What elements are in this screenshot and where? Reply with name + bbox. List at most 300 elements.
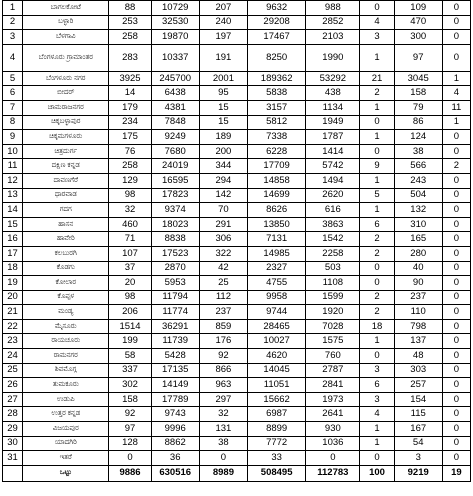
total-value: 9886 bbox=[109, 465, 151, 481]
value-cell: 112 bbox=[199, 290, 247, 305]
row-number: 26 bbox=[3, 378, 23, 393]
district-name: ಶಿವಮೊಗ್ಗ bbox=[23, 363, 109, 378]
value-cell: 191 bbox=[199, 44, 247, 71]
value-cell: 137 bbox=[394, 334, 442, 349]
value-cell: 0 bbox=[360, 115, 394, 130]
total-row bbox=[3, 465, 471, 481]
value-cell: 90 bbox=[394, 276, 442, 291]
value-cell: 0 bbox=[306, 451, 360, 466]
row-number: 1 bbox=[3, 1, 23, 16]
table-row bbox=[3, 86, 471, 101]
value-cell: 71 bbox=[109, 232, 151, 247]
value-cell: 5953 bbox=[151, 276, 199, 291]
row-number: 22 bbox=[3, 319, 23, 334]
value-cell: 76 bbox=[109, 144, 151, 159]
table-row bbox=[3, 30, 471, 45]
value-cell: 6 bbox=[360, 217, 394, 232]
table-row bbox=[3, 71, 471, 86]
value-cell: 5 bbox=[360, 188, 394, 203]
district-name: ದಾವಣಗೆರೆ bbox=[23, 173, 109, 188]
value-cell: 8838 bbox=[151, 232, 199, 247]
value-cell: 6438 bbox=[151, 86, 199, 101]
value-cell: 92 bbox=[109, 407, 151, 422]
row-number: 29 bbox=[3, 422, 23, 437]
value-cell: 1542 bbox=[306, 232, 360, 247]
value-cell: 14045 bbox=[248, 363, 306, 378]
value-cell: 142 bbox=[199, 188, 247, 203]
value-cell: 98 bbox=[109, 290, 151, 305]
value-cell: 1949 bbox=[306, 115, 360, 130]
value-cell: 2258 bbox=[306, 246, 360, 261]
table-row bbox=[3, 100, 471, 115]
value-cell: 5742 bbox=[306, 159, 360, 174]
value-cell: 28465 bbox=[248, 319, 306, 334]
value-cell: 2 bbox=[360, 246, 394, 261]
table-row bbox=[3, 334, 471, 349]
value-cell: 1 bbox=[360, 100, 394, 115]
value-cell: 9996 bbox=[151, 422, 199, 437]
value-cell: 0 bbox=[442, 173, 470, 188]
table-row bbox=[3, 246, 471, 261]
district-name: ವಿಜಯಪುರ bbox=[23, 422, 109, 437]
value-cell: 1 bbox=[360, 130, 394, 145]
value-cell: 566 bbox=[394, 159, 442, 174]
value-cell: 48 bbox=[394, 349, 442, 364]
value-cell: 0 bbox=[442, 15, 470, 30]
table-row bbox=[3, 363, 471, 378]
value-cell: 38 bbox=[199, 436, 247, 451]
value-cell: 0 bbox=[442, 261, 470, 276]
value-cell: 37 bbox=[109, 261, 151, 276]
value-cell: 2 bbox=[442, 159, 470, 174]
value-cell: 128 bbox=[109, 436, 151, 451]
value-cell: 11051 bbox=[248, 378, 306, 393]
value-cell: 0 bbox=[442, 363, 470, 378]
value-cell: 0 bbox=[442, 422, 470, 437]
value-cell: 2787 bbox=[306, 363, 360, 378]
value-cell: 4620 bbox=[248, 349, 306, 364]
value-cell: 310 bbox=[394, 217, 442, 232]
value-cell: 1 bbox=[360, 173, 394, 188]
value-cell: 18023 bbox=[151, 217, 199, 232]
value-cell: 0 bbox=[442, 334, 470, 349]
value-cell: 237 bbox=[199, 305, 247, 320]
row-number: 27 bbox=[3, 392, 23, 407]
row-number: 30 bbox=[3, 436, 23, 451]
value-cell: 19870 bbox=[151, 30, 199, 45]
value-cell: 291 bbox=[199, 217, 247, 232]
value-cell: 1 bbox=[442, 115, 470, 130]
value-cell: 5838 bbox=[248, 86, 306, 101]
value-cell: 1575 bbox=[306, 334, 360, 349]
district-name: ಚಿಕ್ಕಬಳ್ಳಾಪುರ bbox=[23, 115, 109, 130]
district-name: ಬೆಳಗಾವಿ bbox=[23, 30, 109, 45]
table-row bbox=[3, 261, 471, 276]
value-cell: 17789 bbox=[151, 392, 199, 407]
value-cell: 0 bbox=[442, 407, 470, 422]
row-number: 14 bbox=[3, 203, 23, 218]
district-name: ಬಳ್ಳಾರಿ bbox=[23, 15, 109, 30]
value-cell: 115 bbox=[394, 407, 442, 422]
value-cell: 14 bbox=[109, 86, 151, 101]
value-cell: 0 bbox=[360, 451, 394, 466]
value-cell: 1514 bbox=[109, 319, 151, 334]
table-row bbox=[3, 407, 471, 422]
value-cell: 15662 bbox=[248, 392, 306, 407]
value-cell: 36 bbox=[151, 451, 199, 466]
value-cell: 9744 bbox=[248, 305, 306, 320]
district-name: ಕೊಪ್ಪಳ bbox=[23, 290, 109, 305]
value-cell: 79 bbox=[394, 100, 442, 115]
value-cell: 2 bbox=[360, 232, 394, 247]
value-cell: 10337 bbox=[151, 44, 199, 71]
value-cell: 0 bbox=[442, 305, 470, 320]
value-cell: 8862 bbox=[151, 436, 199, 451]
value-cell: 1920 bbox=[306, 305, 360, 320]
value-cell: 234 bbox=[109, 115, 151, 130]
value-cell: 866 bbox=[199, 363, 247, 378]
district-name: ಬೆಂಗಳೂರು ಗ್ರಾಮಾಂತರ bbox=[23, 44, 109, 71]
value-cell: 6 bbox=[360, 378, 394, 393]
value-cell: 95 bbox=[199, 86, 247, 101]
table-row bbox=[3, 305, 471, 320]
value-cell: 17823 bbox=[151, 188, 199, 203]
value-cell: 16595 bbox=[151, 173, 199, 188]
row-number: 11 bbox=[3, 159, 23, 174]
value-cell: 207 bbox=[199, 1, 247, 16]
value-cell: 1 bbox=[360, 44, 394, 71]
value-cell: 14858 bbox=[248, 173, 306, 188]
row-number: 21 bbox=[3, 305, 23, 320]
value-cell: 0 bbox=[442, 188, 470, 203]
value-cell: 7338 bbox=[248, 130, 306, 145]
row-number: 10 bbox=[3, 144, 23, 159]
value-cell: 179 bbox=[109, 100, 151, 115]
value-cell: 1 bbox=[442, 71, 470, 86]
value-cell: 15 bbox=[199, 115, 247, 130]
row-number: 2 bbox=[3, 15, 23, 30]
value-cell: 3157 bbox=[248, 100, 306, 115]
value-cell: 5812 bbox=[248, 115, 306, 130]
value-cell: 0 bbox=[442, 392, 470, 407]
value-cell: 7028 bbox=[306, 319, 360, 334]
district-name: ಇತರೆ bbox=[23, 451, 109, 466]
total-value bbox=[3, 465, 23, 481]
value-cell: 2841 bbox=[306, 378, 360, 393]
value-cell: 29208 bbox=[248, 15, 306, 30]
row-number: 23 bbox=[3, 334, 23, 349]
value-cell: 1 bbox=[360, 203, 394, 218]
value-cell: 1108 bbox=[306, 276, 360, 291]
total-value: 19 bbox=[442, 465, 470, 481]
value-cell: 4 bbox=[360, 15, 394, 30]
value-cell: 616 bbox=[306, 203, 360, 218]
value-cell: 189362 bbox=[248, 71, 306, 86]
table-row bbox=[3, 144, 471, 159]
value-cell: 9249 bbox=[151, 130, 199, 145]
value-cell: 70 bbox=[199, 203, 247, 218]
table-row bbox=[3, 115, 471, 130]
row-number: 18 bbox=[3, 261, 23, 276]
value-cell: 283 bbox=[109, 44, 151, 71]
row-number: 6 bbox=[3, 86, 23, 101]
table-row bbox=[3, 188, 471, 203]
row-number: 3 bbox=[3, 30, 23, 45]
value-cell: 110 bbox=[394, 305, 442, 320]
value-cell: 165 bbox=[394, 232, 442, 247]
value-cell: 470 bbox=[394, 15, 442, 30]
value-cell: 9958 bbox=[248, 290, 306, 305]
district-name: ಮಂಡ್ಯ bbox=[23, 305, 109, 320]
value-cell: 280 bbox=[394, 246, 442, 261]
value-cell: 0 bbox=[442, 319, 470, 334]
value-cell: 13850 bbox=[248, 217, 306, 232]
value-cell: 4 bbox=[360, 407, 394, 422]
row-number: 25 bbox=[3, 363, 23, 378]
table-row bbox=[3, 130, 471, 145]
value-cell: 0 bbox=[360, 144, 394, 159]
value-cell: 0 bbox=[442, 30, 470, 45]
value-cell: 322 bbox=[199, 246, 247, 261]
table-row bbox=[3, 349, 471, 364]
value-cell: 0 bbox=[442, 1, 470, 16]
value-cell: 0 bbox=[109, 451, 151, 466]
value-cell: 297 bbox=[199, 392, 247, 407]
value-cell: 158 bbox=[109, 392, 151, 407]
value-cell: 0 bbox=[442, 378, 470, 393]
value-cell: 109 bbox=[394, 1, 442, 16]
value-cell: 0 bbox=[442, 44, 470, 71]
table-row bbox=[3, 173, 471, 188]
value-cell: 154 bbox=[394, 392, 442, 407]
value-cell: 294 bbox=[199, 173, 247, 188]
row-number: 7 bbox=[3, 100, 23, 115]
value-cell: 175 bbox=[109, 130, 151, 145]
value-cell: 124 bbox=[394, 130, 442, 145]
value-cell: 3863 bbox=[306, 217, 360, 232]
value-cell: 503 bbox=[306, 261, 360, 276]
district-name: ಹಾಸನ bbox=[23, 217, 109, 232]
value-cell: 4755 bbox=[248, 276, 306, 291]
table-row bbox=[3, 451, 471, 466]
row-number: 4 bbox=[3, 44, 23, 71]
value-cell: 17523 bbox=[151, 246, 199, 261]
value-cell: 17135 bbox=[151, 363, 199, 378]
value-cell: 0 bbox=[360, 1, 394, 16]
value-cell: 21 bbox=[360, 71, 394, 86]
value-cell: 760 bbox=[306, 349, 360, 364]
value-cell: 1494 bbox=[306, 173, 360, 188]
value-cell: 9743 bbox=[151, 407, 199, 422]
value-cell: 40 bbox=[394, 261, 442, 276]
row-number: 12 bbox=[3, 173, 23, 188]
value-cell: 189 bbox=[199, 130, 247, 145]
value-cell: 200 bbox=[199, 144, 247, 159]
value-cell: 38 bbox=[394, 144, 442, 159]
value-cell: 2 bbox=[360, 290, 394, 305]
value-cell: 11 bbox=[442, 100, 470, 115]
row-number: 15 bbox=[3, 217, 23, 232]
value-cell: 14149 bbox=[151, 378, 199, 393]
row-number: 31 bbox=[3, 451, 23, 466]
value-cell: 3 bbox=[360, 392, 394, 407]
total-value: 100 bbox=[360, 465, 394, 481]
value-cell: 132 bbox=[394, 203, 442, 218]
table-row bbox=[3, 1, 471, 16]
total-value: 9219 bbox=[394, 465, 442, 481]
total-value: 112783 bbox=[306, 465, 360, 481]
value-cell: 300 bbox=[394, 30, 442, 45]
value-cell: 15 bbox=[199, 100, 247, 115]
value-cell: 798 bbox=[394, 319, 442, 334]
value-cell: 17467 bbox=[248, 30, 306, 45]
value-cell: 206 bbox=[109, 305, 151, 320]
value-cell: 0 bbox=[442, 246, 470, 261]
value-cell: 245700 bbox=[151, 71, 199, 86]
district-name: ರಾಮನಗರ bbox=[23, 349, 109, 364]
value-cell: 258 bbox=[109, 30, 151, 45]
value-cell: 33 bbox=[248, 451, 306, 466]
value-cell: 129 bbox=[109, 173, 151, 188]
table-row bbox=[3, 378, 471, 393]
district-name: ಕೊಡಗು bbox=[23, 261, 109, 276]
value-cell: 88 bbox=[109, 1, 151, 16]
value-cell: 42 bbox=[199, 261, 247, 276]
value-cell: 930 bbox=[306, 422, 360, 437]
table-row bbox=[3, 319, 471, 334]
district-name: ಬೀದರ್ bbox=[23, 86, 109, 101]
value-cell: 11739 bbox=[151, 334, 199, 349]
value-cell: 344 bbox=[199, 159, 247, 174]
value-cell: 11794 bbox=[151, 290, 199, 305]
table-row bbox=[3, 159, 471, 174]
value-cell: 253 bbox=[109, 15, 151, 30]
value-cell: 302 bbox=[109, 378, 151, 393]
value-cell: 7680 bbox=[151, 144, 199, 159]
table-row bbox=[3, 217, 471, 232]
value-cell: 7131 bbox=[248, 232, 306, 247]
value-cell: 0 bbox=[442, 436, 470, 451]
table-row bbox=[3, 15, 471, 30]
value-cell: 24019 bbox=[151, 159, 199, 174]
value-cell: 2870 bbox=[151, 261, 199, 276]
value-cell: 258 bbox=[109, 159, 151, 174]
value-cell: 2620 bbox=[306, 188, 360, 203]
value-cell: 1 bbox=[360, 436, 394, 451]
value-cell: 3 bbox=[360, 363, 394, 378]
district-name: ಹಾವೇರಿ bbox=[23, 232, 109, 247]
table-body bbox=[3, 1, 471, 482]
value-cell: 988 bbox=[306, 1, 360, 16]
value-cell: 158 bbox=[394, 86, 442, 101]
value-cell: 0 bbox=[442, 232, 470, 247]
district-name: ಮೈಸೂರು bbox=[23, 319, 109, 334]
value-cell: 17709 bbox=[248, 159, 306, 174]
value-cell: 3045 bbox=[394, 71, 442, 86]
row-number: 20 bbox=[3, 290, 23, 305]
table-row bbox=[3, 232, 471, 247]
row-number: 13 bbox=[3, 188, 23, 203]
value-cell: 1973 bbox=[306, 392, 360, 407]
total-value: 630516 bbox=[151, 465, 199, 481]
value-cell: 98 bbox=[109, 188, 151, 203]
value-cell: 6228 bbox=[248, 144, 306, 159]
value-cell: 3 bbox=[360, 30, 394, 45]
value-cell: 199 bbox=[109, 334, 151, 349]
row-number: 5 bbox=[3, 71, 23, 86]
value-cell: 1990 bbox=[306, 44, 360, 71]
row-number: 19 bbox=[3, 276, 23, 291]
table-row bbox=[3, 290, 471, 305]
district-name: ಕೋಲಾರ bbox=[23, 276, 109, 291]
row-number: 16 bbox=[3, 232, 23, 247]
value-cell: 18 bbox=[360, 319, 394, 334]
value-cell: 1 bbox=[360, 422, 394, 437]
value-cell: 9 bbox=[360, 159, 394, 174]
table-row bbox=[3, 436, 471, 451]
value-cell: 2641 bbox=[306, 407, 360, 422]
row-number: 28 bbox=[3, 407, 23, 422]
row-number: 17 bbox=[3, 246, 23, 261]
value-cell: 92 bbox=[199, 349, 247, 364]
total-value: 8989 bbox=[199, 465, 247, 481]
value-cell: 337 bbox=[109, 363, 151, 378]
value-cell: 32 bbox=[199, 407, 247, 422]
value-cell: 460 bbox=[109, 217, 151, 232]
value-cell: 32530 bbox=[151, 15, 199, 30]
value-cell: 0 bbox=[360, 261, 394, 276]
value-cell: 4 bbox=[442, 86, 470, 101]
value-cell: 0 bbox=[442, 451, 470, 466]
district-name: ಯಾದಗಿರಿ bbox=[23, 436, 109, 451]
district-name: ಬಾಗಲಕೋಟೆ bbox=[23, 1, 109, 16]
value-cell: 97 bbox=[109, 422, 151, 437]
value-cell: 4381 bbox=[151, 100, 199, 115]
value-cell: 237 bbox=[394, 290, 442, 305]
value-cell: 2 bbox=[360, 86, 394, 101]
value-cell: 0 bbox=[360, 349, 394, 364]
value-cell: 36291 bbox=[151, 319, 199, 334]
value-cell: 0 bbox=[442, 130, 470, 145]
value-cell: 1 bbox=[360, 334, 394, 349]
district-name: ದಕ್ಷಿಣ ಕನ್ನಡ bbox=[23, 159, 109, 174]
district-name: ರಾಯಚೂರು bbox=[23, 334, 109, 349]
value-cell: 3 bbox=[394, 451, 442, 466]
value-cell: 859 bbox=[199, 319, 247, 334]
value-cell: 53292 bbox=[306, 71, 360, 86]
district-name: ಉತ್ತರ ಕನ್ನಡ bbox=[23, 407, 109, 422]
value-cell: 7848 bbox=[151, 115, 199, 130]
value-cell: 0 bbox=[442, 217, 470, 232]
district-name: ತುಮಕೂರು bbox=[23, 378, 109, 393]
value-cell: 5428 bbox=[151, 349, 199, 364]
value-cell: 3925 bbox=[109, 71, 151, 86]
value-cell: 20 bbox=[109, 276, 151, 291]
district-name: ಗದಗ bbox=[23, 203, 109, 218]
value-cell: 176 bbox=[199, 334, 247, 349]
value-cell: 54 bbox=[394, 436, 442, 451]
district-name: ಬೆಂಗಳೂರು ನಗರ bbox=[23, 71, 109, 86]
value-cell: 1036 bbox=[306, 436, 360, 451]
value-cell: 10027 bbox=[248, 334, 306, 349]
value-cell: 8626 bbox=[248, 203, 306, 218]
value-cell: 7772 bbox=[248, 436, 306, 451]
table-row bbox=[3, 44, 471, 71]
value-cell: 504 bbox=[394, 188, 442, 203]
table-row bbox=[3, 422, 471, 437]
value-cell: 0 bbox=[199, 451, 247, 466]
value-cell: 1134 bbox=[306, 100, 360, 115]
